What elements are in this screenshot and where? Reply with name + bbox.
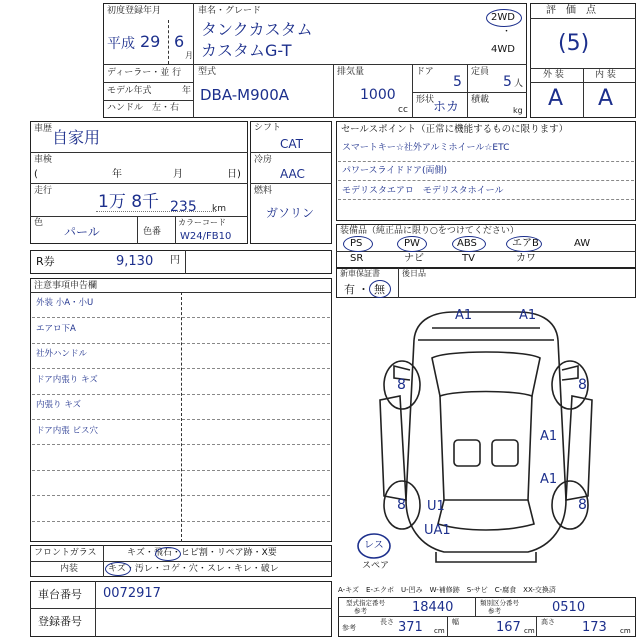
color-code: W24/FB10: [180, 231, 232, 242]
shift-value: CAT: [280, 137, 303, 151]
month-unit: 月: [185, 51, 193, 60]
drive-2wd: 2WD: [491, 12, 515, 23]
usage-divider: [175, 216, 176, 244]
mileage-label: 走行: [34, 186, 53, 196]
notes-divider: [181, 292, 182, 542]
header-divider: [412, 92, 527, 93]
capacity-unit: 人: [514, 79, 524, 89]
length-value: 371: [398, 620, 423, 635]
inspection-label: 車検: [34, 155, 53, 165]
notes-rule: [32, 470, 330, 471]
equip-circle: [343, 236, 373, 252]
equip-abs: ABS: [457, 238, 477, 249]
specs-divider: [475, 597, 476, 616]
class-no-label: 類別区分番号: [480, 599, 519, 607]
interior-cond-options: キズ・汚レ・コゲ・穴・スレ・キレ・破レ: [108, 564, 279, 574]
shape-label: 形状: [416, 95, 435, 105]
header-divider: [103, 100, 193, 101]
glass-divider: [30, 561, 332, 562]
color-label: 色: [34, 218, 44, 228]
note-line: ドア内張り キズ: [36, 375, 98, 385]
damage-mark: 8: [397, 377, 406, 393]
inspection-day: 日): [227, 169, 241, 180]
notes-rule: [32, 368, 330, 369]
sp-rule: [338, 161, 634, 162]
header-divider: [412, 64, 413, 118]
capacity: 5: [503, 74, 512, 90]
header-divider: [103, 64, 527, 65]
equip-airbag: エアB: [512, 238, 539, 249]
inspection-month: 月: [173, 169, 183, 180]
shift-label: シフト: [254, 123, 282, 133]
overall-score: (5): [558, 31, 590, 56]
warranty-label: 新車保証書: [340, 269, 380, 278]
damage-legend: A-キズ E-エクボ U-凹み W-補修跡 S-サビ C-腐食 XX-交換済: [338, 586, 556, 594]
equip-tv: TV: [462, 253, 475, 264]
first-reg-label: 初度登録年月: [107, 6, 162, 16]
header-divider: [467, 64, 468, 118]
width-label: 幅: [452, 618, 459, 626]
notes-rule: [32, 444, 330, 445]
usage-value: 自家用: [52, 128, 101, 147]
equip-ps: PS: [350, 238, 363, 249]
equip-navi: ナビ: [404, 253, 424, 264]
color-no-label: 色番: [143, 227, 162, 237]
equipment-title: 装備品（純正品に限り○をつけてください）: [340, 226, 519, 236]
model-type: DBA-M900A: [200, 86, 290, 104]
note-line: 社外ハンドル: [36, 349, 88, 359]
notes-rule: [32, 495, 330, 496]
chassis-divider: [95, 581, 96, 637]
km-unit: km: [212, 204, 226, 214]
shift-divider: [250, 152, 332, 153]
equip-circle: [397, 236, 427, 252]
selling-point: スマートキー☆社外アルミホイール☆ETC: [342, 143, 510, 153]
damage-mark: A1: [455, 308, 473, 323]
capacity-label: 定員: [471, 67, 490, 77]
usage-label: 車歴: [34, 124, 53, 134]
drive-sep: ・: [502, 27, 512, 37]
notes-title: 注意事項申告欄: [34, 281, 98, 291]
header-divider: [333, 64, 334, 118]
notes-rule: [32, 343, 330, 344]
handle-label: ハンドル 左・右: [107, 103, 180, 113]
reg-year: 29: [140, 32, 161, 51]
length-label: 長さ: [380, 618, 394, 626]
height-label: 高さ: [541, 618, 555, 626]
reg-label: 登録番号: [38, 615, 82, 628]
grade-divider: [583, 68, 584, 118]
recycle-box: [30, 250, 332, 274]
usage-divider: [137, 216, 138, 244]
usage-divider: [30, 152, 248, 153]
grade-divider: [530, 18, 636, 19]
displacement-label: 排気量: [337, 67, 365, 77]
reg-month: 6: [174, 32, 185, 51]
recycle-label: R券: [36, 255, 55, 268]
damage-mark: A1: [540, 429, 558, 444]
chassis-divider: [30, 608, 332, 609]
color-value: パール: [64, 225, 100, 239]
class-ref-label: 参考: [488, 607, 501, 615]
type-no: 18440: [412, 600, 454, 615]
damage-mark: 8: [578, 497, 587, 513]
warranty-circle: [369, 280, 391, 298]
aircon-value: AAC: [280, 167, 305, 181]
color-code-label: カラーコード: [178, 218, 226, 227]
front-glass-label: フロントガラス: [34, 548, 97, 558]
year-unit: 年: [182, 86, 192, 96]
interior-grade: A: [598, 86, 614, 111]
grade-title: 評 価 点: [546, 5, 596, 16]
height-value: 173: [582, 620, 607, 635]
chassis-label: 車台番号: [38, 588, 82, 601]
cc-unit: cc: [398, 105, 408, 115]
recycle-amount: 9,130: [116, 254, 154, 269]
usage-divider: [30, 216, 248, 217]
damage-mark: A1: [519, 308, 537, 323]
car-grade: カスタムG-T: [201, 41, 292, 60]
warranty-divider: [398, 268, 399, 298]
front-glass-circle: [155, 547, 181, 561]
interior-cond-circle: [105, 562, 131, 576]
header-divider: [103, 82, 193, 83]
mileage-handwritten: 1万 8千: [98, 192, 160, 212]
notes-rule: [32, 394, 330, 395]
width-value: 167: [496, 620, 521, 635]
inspection-open: (: [34, 169, 38, 180]
notes-rule: [32, 317, 330, 318]
equip-leather: カワ: [516, 253, 536, 264]
inspection-year: 年: [112, 169, 122, 180]
width-unit: cm: [524, 627, 535, 635]
specs-divider: [338, 616, 636, 617]
damage-mark: U1: [427, 499, 445, 514]
note-line: エアロ下A: [36, 324, 76, 334]
sp-rule: [338, 199, 634, 200]
recycle-unit: 円: [170, 255, 180, 266]
sp-rule: [338, 180, 634, 181]
interior-cond-label: 内装: [60, 564, 79, 574]
equip-circle: [452, 236, 486, 252]
equip-sr: SR: [350, 253, 364, 264]
note-line: 内張り キズ: [36, 400, 82, 410]
equip-aw: AW: [574, 238, 591, 249]
shift-divider: [250, 183, 332, 184]
specs-divider: [447, 616, 448, 637]
doors: 5: [453, 74, 462, 90]
door-label: ドア: [416, 67, 434, 77]
selling-point: パワースライドドア(両側): [342, 166, 448, 176]
chassis-number: 0072917: [103, 586, 161, 601]
warranty-no: 無: [374, 283, 385, 296]
model-year-label: モデル年式: [107, 86, 152, 96]
notes-rule: [32, 419, 330, 420]
load-label: 積載: [471, 95, 490, 105]
exterior-grade: A: [548, 86, 564, 111]
type-ref-label: 参考: [354, 607, 367, 615]
fuel-label: 燃料: [254, 186, 273, 196]
spare-label: スペア: [362, 561, 390, 571]
model-type-label: 型式: [198, 67, 217, 77]
warranty-yes: 有: [344, 283, 355, 296]
header-divider: [168, 20, 169, 64]
note-line: 外装 小A・小U: [36, 298, 94, 308]
height-unit: cm: [620, 627, 631, 635]
car-name: タンクカスタム: [201, 20, 313, 39]
fuel-value: ガソリン: [266, 206, 315, 220]
class-no: 0510: [552, 600, 586, 615]
kg-unit: kg: [513, 106, 523, 115]
front-glass-options: キズ・飛石・ヒビ割・リペア跡・X要: [127, 548, 277, 558]
mileage-number: 235: [170, 199, 197, 215]
aircon-label: 冷房: [254, 155, 273, 165]
drive-4wd: 4WD: [491, 44, 515, 55]
exterior-label: 外 装: [543, 70, 564, 80]
spare-status: レス: [364, 540, 384, 551]
damage-mark: 8: [397, 497, 406, 513]
equip-circle: [506, 236, 542, 252]
recycle-divider: [185, 250, 186, 274]
damage-mark: 8: [578, 377, 587, 393]
specs-divider: [536, 616, 537, 637]
notes-rule: [32, 521, 330, 522]
era: 平成: [107, 36, 135, 52]
later-label: 後日品: [402, 269, 426, 278]
note-line: ドア内張 ビス穴: [36, 426, 98, 436]
interior-label: 内 装: [595, 70, 616, 80]
equip-divider: [336, 251, 636, 252]
car-name-label: 車名・グレード: [198, 6, 262, 16]
mileage-dots: [96, 211, 216, 212]
type-no-label: 型式指定番号: [346, 599, 385, 607]
length-unit: cm: [434, 627, 445, 635]
selling-points-title: セールスポイント（正常に機能するものに限ります）: [341, 124, 569, 135]
selling-point: モデリスタエアロ モデリスタホイール: [342, 186, 504, 196]
spec-ref-label: 参考: [342, 624, 356, 632]
usage-divider: [30, 183, 248, 184]
dealer-label: ディーラー・並 行: [107, 68, 182, 78]
shape: ホカ: [433, 100, 460, 115]
header-divider: [193, 3, 194, 64]
warranty-sep: ・: [358, 283, 369, 296]
header-divider: [193, 64, 194, 118]
glass-divider: [103, 545, 104, 577]
damage-mark: A1: [540, 472, 558, 487]
displacement: 1000: [360, 87, 396, 103]
damage-mark: UA1: [424, 523, 451, 538]
equip-pw: PW: [404, 238, 420, 249]
